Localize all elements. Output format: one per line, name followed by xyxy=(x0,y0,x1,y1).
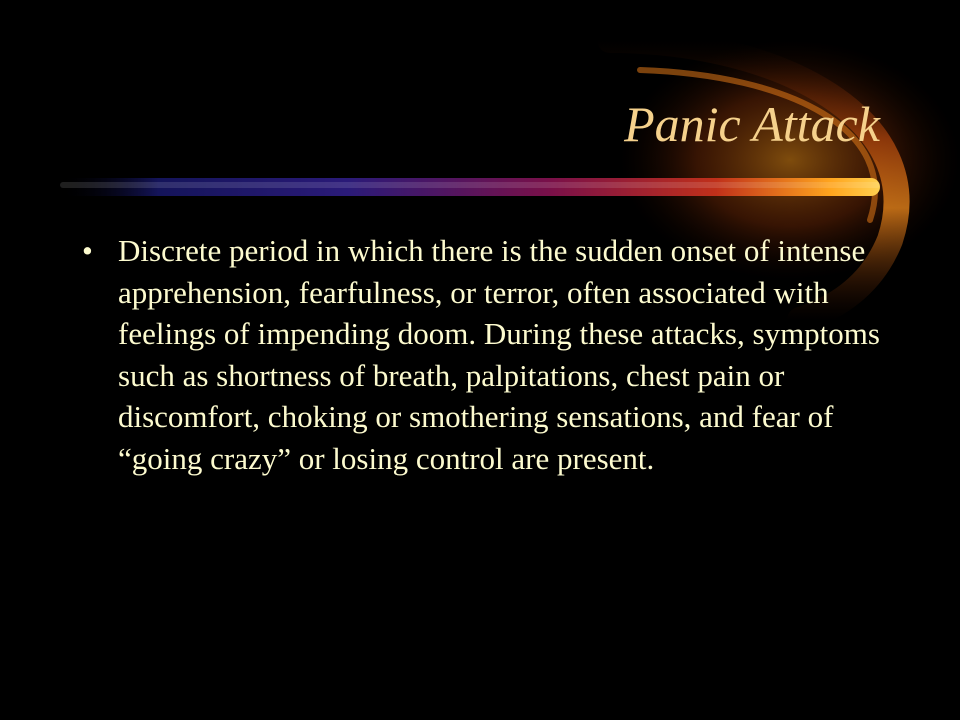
bullet-item xyxy=(80,230,880,479)
bullet-text: Discrete period in which there is the sudden onset of intense apprehension, fearfulness, or terror, often associated with feelings of impending doom. During these attacks, symptoms such as shortness of breath, palpitations, chest pain or discomfort, choking or smothering sensations, and fear of “going crazy” or losing control are present. xyxy=(118,233,880,476)
slide-title: Panic Attack xyxy=(624,96,880,152)
bullet-list xyxy=(80,230,880,479)
bullet-dot-icon: • xyxy=(82,233,93,268)
